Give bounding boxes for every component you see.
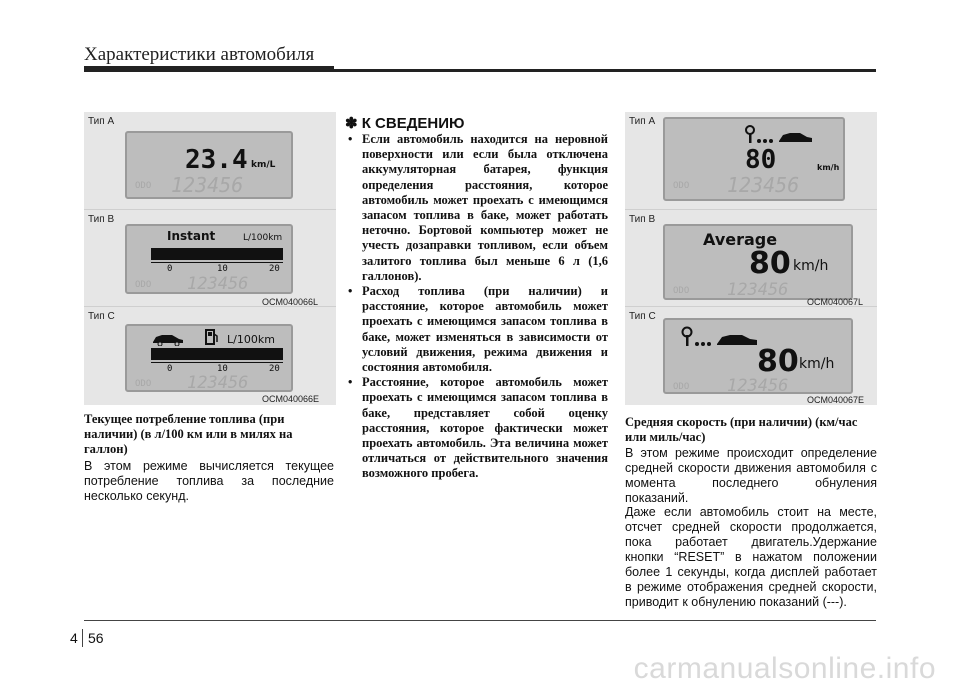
lcd-speed-value: 80 — [745, 145, 777, 175]
lcd-speed-type-a — [663, 117, 845, 201]
fuel-consumption-bar — [151, 348, 283, 360]
lcd-average-label: Average — [703, 230, 778, 249]
scale-tick-label: 10 — [217, 364, 228, 374]
note-item: • Если автомобиль находится на неровной поверхности или если была отключена аккумуляторная батарея, функция определения расстояния, которое автомобиль может проехать с имеющимся запасом топлива в баке, может работать неточно. Бортовой компьютер может не учесть дозаправки топливом, если объем залитого топлива был меньше 6 л (1,6 галлонов). — [348, 132, 608, 283]
lcd-fuel-value: 23.4 — [185, 145, 248, 175]
fuel-pump-icon — [205, 329, 219, 345]
odometer-reading: 123456 — [727, 280, 789, 300]
site-watermark: carmanualsonline.info — [633, 652, 936, 685]
page-header-title: Характеристики автомобиля — [84, 44, 315, 65]
fuel-consumption-bar — [151, 248, 283, 260]
lcd-speed-value: 80 — [749, 246, 791, 281]
average-speed-heading: Средняя скорость (при наличии) (км/час или миль/час) — [625, 415, 858, 444]
footer-rule — [84, 620, 876, 621]
odometer-reading: 123456 — [171, 173, 244, 197]
note-item: • Расстояние, которое автомобиль может проехать с имеющимся запасом топлива в баке, представляет собой оценку расстояния, которое фактически может проехать автомобиль. Эта величина может отличаться от действительного значения возможного пробега. — [348, 375, 608, 481]
odo-label: ODO — [135, 280, 152, 290]
lcd-speed-unit: km/h — [817, 163, 840, 172]
average-speed-body-1: В этом режиме происходит определение средней скорости движения автомобиля с момента последнего обнуления показаний. — [625, 446, 877, 505]
figure-code: OCM040066L — [262, 297, 319, 307]
figure-code: OCM040067L — [807, 297, 864, 307]
left-type-c-label: Тип C — [88, 311, 115, 322]
odometer-reading: 123456 — [727, 376, 789, 394]
average-speed-body-2: Даже если автомобиль стоит на месте, отсчет средней скорости продолжается, пока работает двигатель.Удержание кнопки “RESET” в нажатом положении более 1 секунды, когда дисплей работает в режиме отображения средней скорости, приводит к обнулению показаний (---). — [625, 505, 877, 609]
lcd-fuel-type-c — [125, 324, 293, 392]
section-number: 4 — [70, 630, 78, 646]
figure-code: OCM040066E — [262, 394, 320, 404]
figure-code: OCM040067E — [807, 395, 865, 405]
odo-label: ODO — [673, 382, 690, 392]
lcd-fuel-unit: km/L — [251, 160, 276, 170]
lcd-instant-label: Instant — [167, 229, 216, 243]
scale-tick-label: 10 — [217, 264, 228, 274]
car-icon — [151, 332, 185, 346]
page-number-separator — [82, 629, 83, 647]
odometer-reading: 123456 — [187, 373, 249, 392]
scale-baseline — [151, 362, 283, 363]
lcd-speed-value: 80 — [757, 344, 799, 379]
key-dots-car-icon — [745, 125, 815, 145]
fuel-consumption-heading: Текущее потребление топлива (при наличии) (в л/100 км или в милях на галлон) — [84, 412, 293, 456]
scale-tick-label: 20 — [269, 364, 280, 374]
note-item-text: Расстояние, которое автомобиль может проехать с имеющимся запасом топлива в баке, представляет собой оценку расстояния, которое фактически может проехать автомобиль. Эта величина может отличаться от действительного значения возможного пробега. — [362, 375, 608, 481]
lcd-speed-type-b — [663, 224, 853, 300]
lcd-fuel-unit: L/100km — [227, 333, 275, 346]
lcd-speed-unit: km/h — [793, 258, 829, 274]
lcd-fuel-type-a — [125, 131, 293, 199]
scale-tick-label: 0 — [167, 364, 173, 374]
odo-label: ODO — [673, 181, 690, 191]
scale-tick-label: 0 — [167, 264, 173, 274]
note-item-text: Расход топлива (при наличии) и расстояние, которое автомобиль может проехать с имеющимся запасом топлива в баке, может изменяться в зависимости от условий движения, режима движения и состояния автомобиля. — [362, 284, 608, 375]
fuel-consumption-body: В этом режиме вычисляется текущее потребление топлива за последние несколько секунд. — [84, 459, 334, 503]
note-heading: ✽ К СВЕДЕНИЮ — [345, 115, 465, 132]
note-item-text: Если автомобиль находится на неровной поверхности или если была отключена аккумуляторная батарея, функция определения расстояния, которое автомобиль может проехать с имеющимся запасом топлива в баке, может работать неточно. Бортовой компьютер может не учесть дозаправки топливом, если объем залитого топлива был меньше 6 л (1,6 галлонов). — [362, 132, 608, 283]
odometer-reading: 123456 — [727, 173, 800, 197]
right-type-a-label: Тип A — [629, 116, 656, 127]
lcd-fuel-unit: L/100km — [243, 233, 283, 243]
lcd-speed-unit: km/h — [799, 356, 835, 372]
odo-label: ODO — [135, 181, 152, 191]
note-list — [346, 132, 608, 482]
right-type-c-label: Тип C — [629, 311, 656, 322]
page-number: 56 — [88, 630, 104, 646]
right-type-b-label: Тип B — [629, 214, 656, 225]
note-item: • Расход топлива (при наличии) и расстояние, которое автомобиль может проехать с имеющимся запасом топлива в баке, может изменяться в зависимости от условий движения, режима движения и состояния автомобиля. — [348, 284, 608, 375]
lcd-speed-type-c — [663, 318, 853, 394]
key-dots-car-icon — [681, 326, 761, 348]
odo-label: ODO — [673, 286, 690, 296]
right-panel-divider — [625, 209, 877, 210]
left-type-b-label: Тип B — [88, 214, 115, 225]
odo-label: ODO — [135, 379, 152, 389]
scale-baseline — [151, 262, 283, 263]
scale-tick-label: 20 — [269, 264, 280, 274]
left-panel-divider — [84, 209, 336, 210]
lcd-fuel-type-b — [125, 224, 293, 294]
left-type-a-label: Тип A — [88, 116, 115, 127]
odometer-reading: 123456 — [187, 274, 249, 294]
header-rule — [84, 69, 876, 72]
